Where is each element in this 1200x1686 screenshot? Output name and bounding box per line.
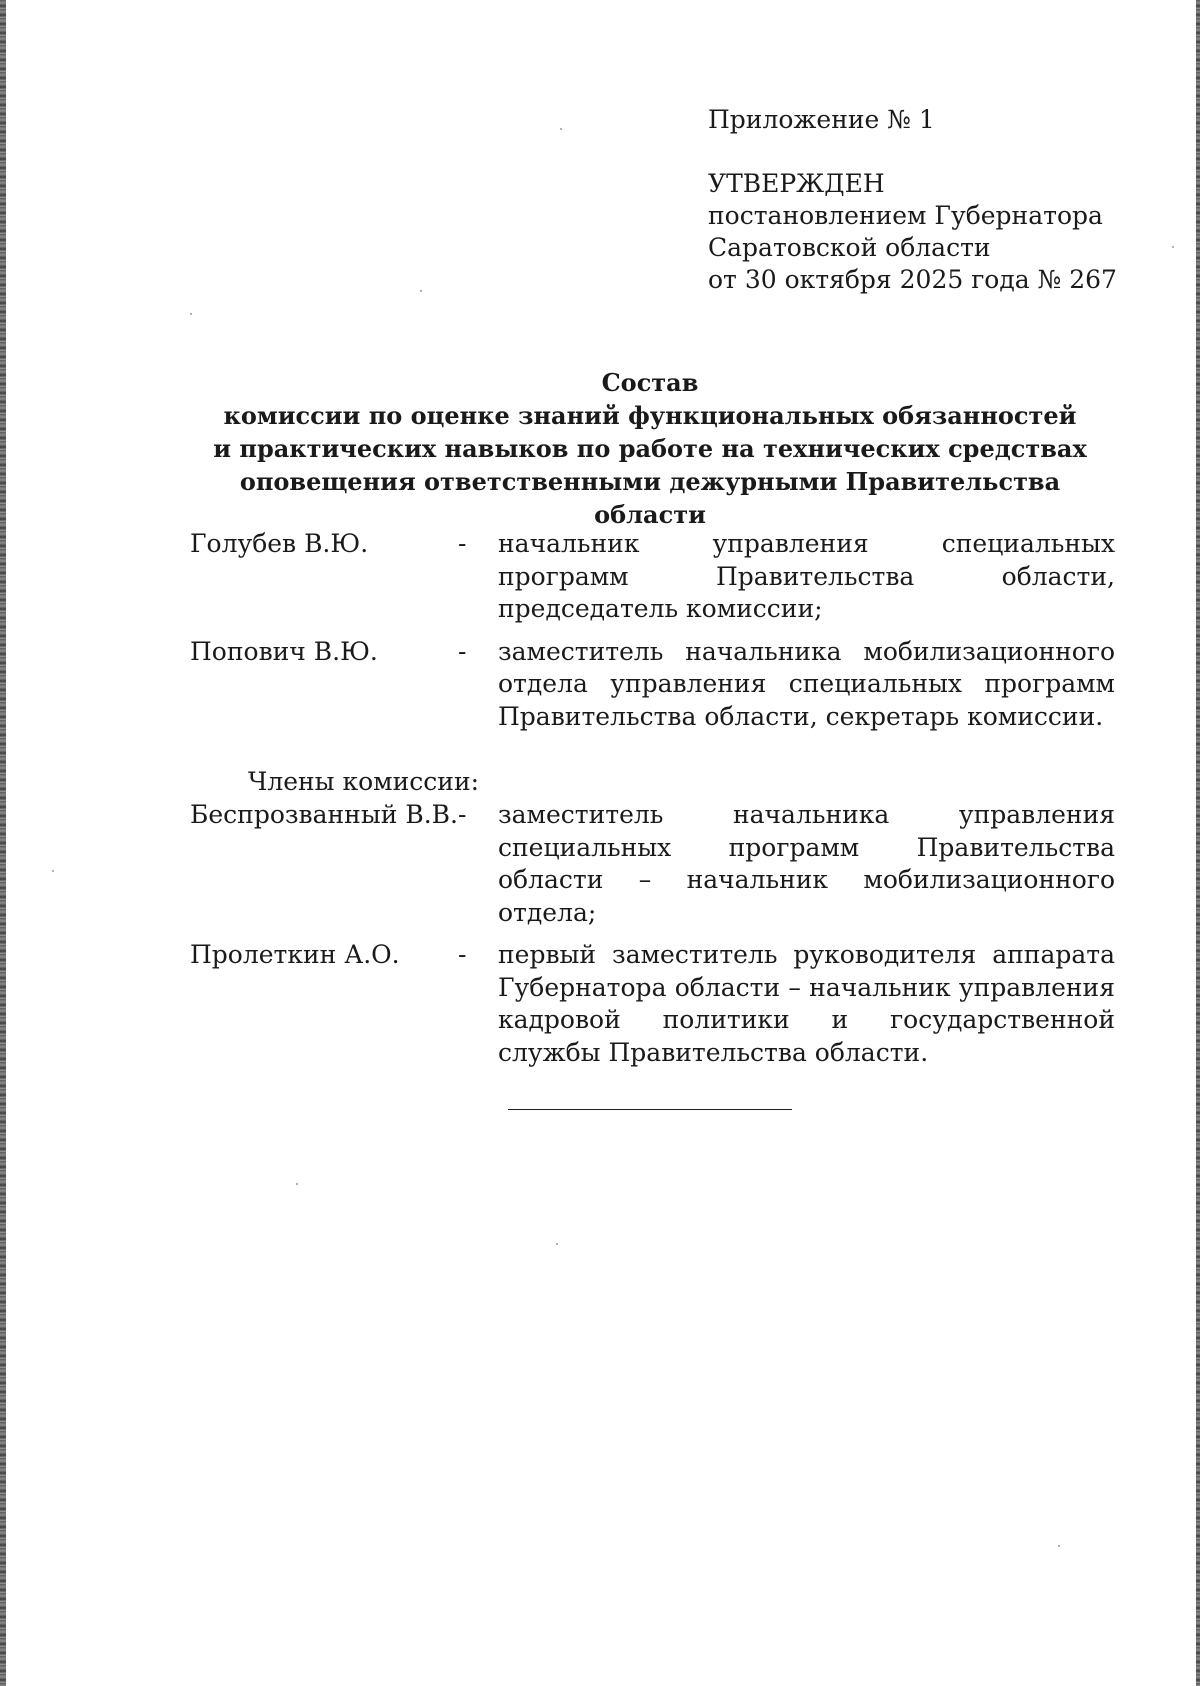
leader-row: [190, 528, 1115, 626]
member-name: Беспрозванный В.В.: [190, 800, 458, 829]
decree-line-1: постановлением Губернатора: [708, 201, 1103, 230]
decree-line-2: Саратовской области: [708, 233, 991, 262]
member-position: заместитель начальника управления специальных программ Правительства области – начальник мобилизационного отдела;: [498, 800, 1115, 927]
scan-speck: [52, 870, 54, 872]
member-dash: -: [458, 800, 467, 829]
member-dash: -: [458, 529, 467, 558]
member-position: начальник управления специальных программ Правительства области, председатель комиссии;: [498, 529, 1115, 623]
member-name: Голубев В.Ю.: [190, 529, 369, 558]
member-dash: -: [458, 636, 467, 666]
scan-edge-right: [1196, 0, 1200, 1686]
scan-speck: [1172, 246, 1174, 248]
closing-rule: [508, 1109, 792, 1110]
scan-speck: [1058, 1545, 1060, 1547]
appendix-number: Приложение № 1: [708, 105, 935, 134]
scan-speck: [560, 128, 562, 130]
member-name: Пролеткин А.О.: [190, 940, 400, 969]
document-title: [180, 366, 1120, 531]
member-dash: -: [458, 940, 467, 969]
scan-speck: [556, 1243, 558, 1245]
scan-speck: [190, 313, 192, 315]
members-section-label: Члены комиссии:: [248, 767, 480, 796]
decree-line-3: от 30 октября 2025 года № 267: [708, 265, 1117, 294]
approved-label: УТВЕРЖДЕН: [708, 169, 885, 198]
member-row: [190, 939, 1115, 1069]
scan-edge-left: [0, 0, 6, 1686]
scan-speck: [420, 290, 422, 292]
title-line-1: Состав: [601, 368, 699, 397]
scan-speck: [296, 1183, 298, 1185]
title-line-3: и практических навыков по работе на технических средствах: [213, 434, 1087, 463]
member-position: заместитель начальника мобилизационного отдела управления специальных программ Правительства области, секретарь комиссии.: [498, 636, 1115, 731]
leader-row: [190, 636, 1115, 734]
title-line-2: комиссии по оценке знаний функциональных обязанностей: [223, 401, 1077, 430]
approval-header: [708, 104, 1168, 296]
member-position: первый заместитель руководителя аппарата Губернатора области – начальник управления кадровой политики и государственной службы Правительства области.: [498, 940, 1115, 1067]
member-row: [190, 799, 1115, 929]
member-name: Попович В.Ю.: [190, 636, 378, 666]
commission-list: [190, 528, 1115, 1079]
title-line-4: оповещения ответственными дежурными Правительства области: [239, 467, 1061, 529]
